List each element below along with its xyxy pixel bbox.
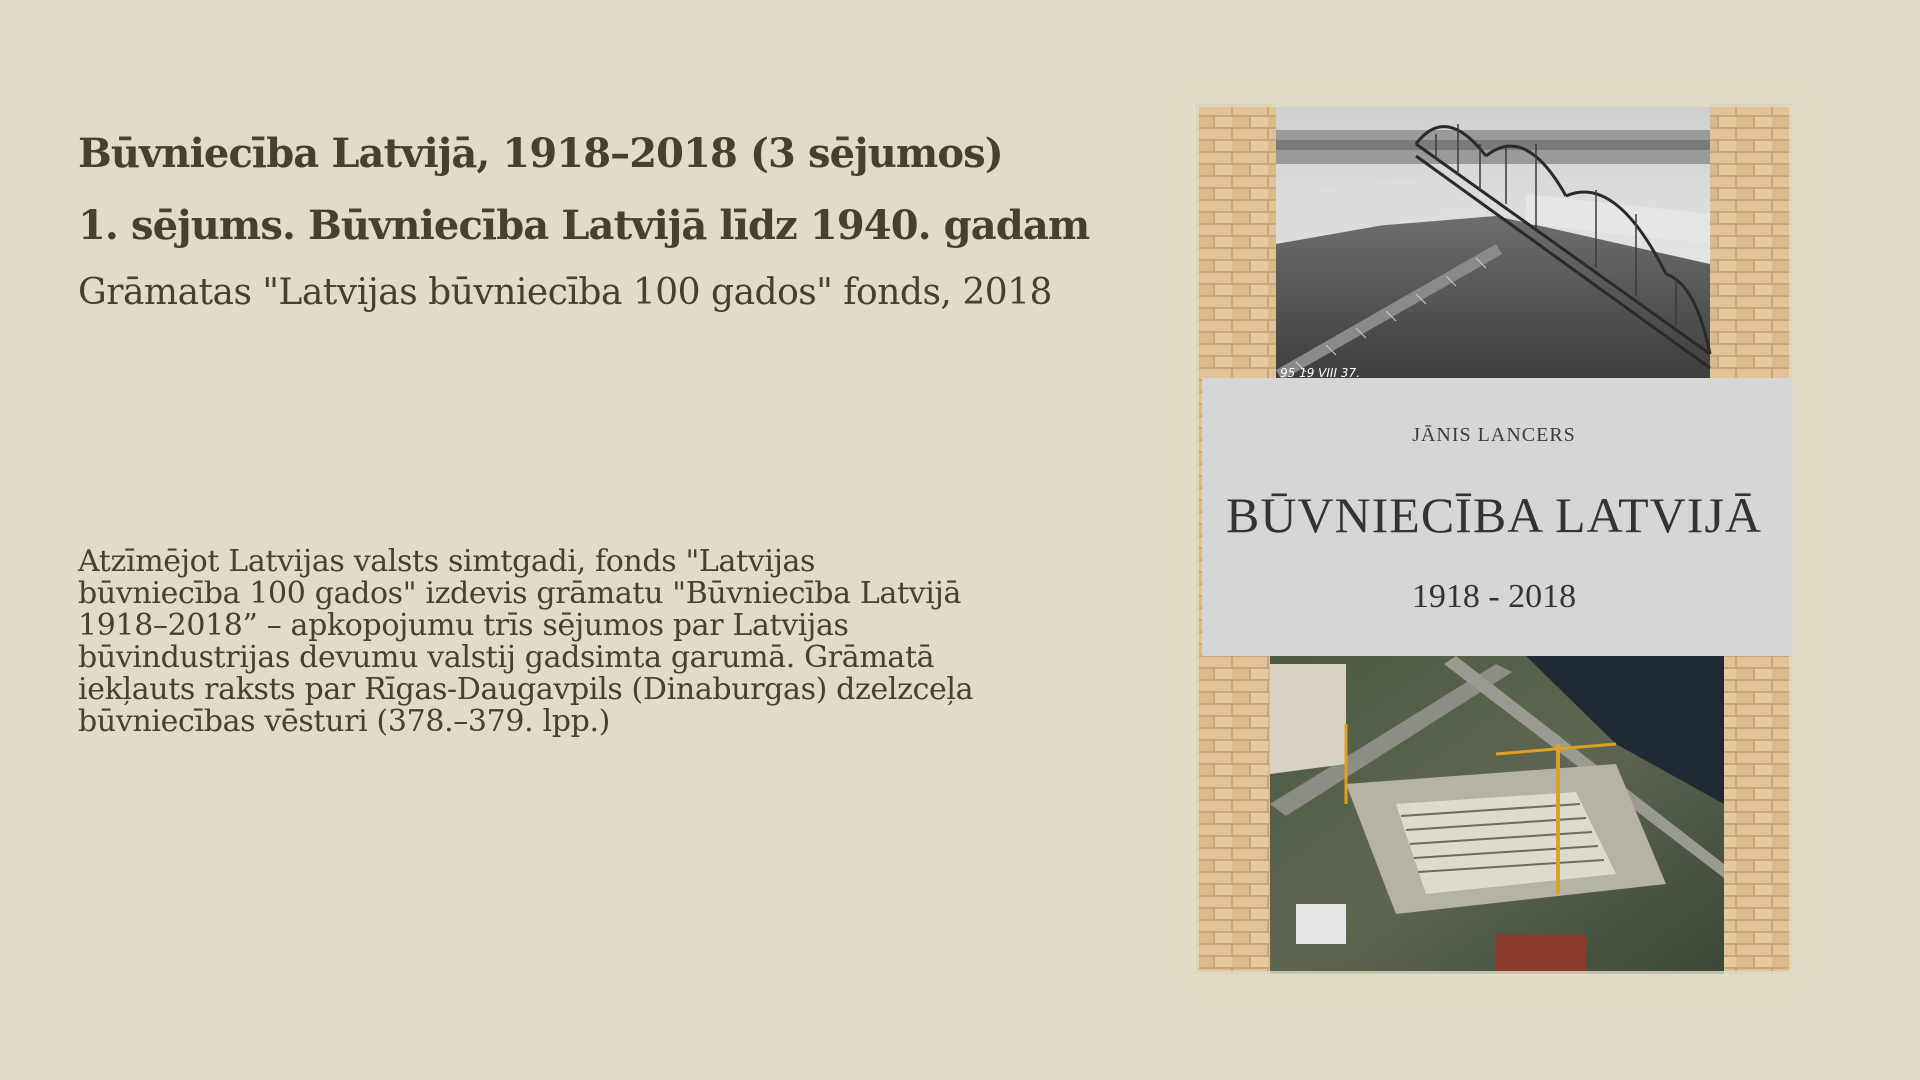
description-line: būvniecība 100 gados" izdevis grāmatu "Būvniecība Latvijā [78, 576, 962, 611]
description-line: būvindustrijas devumu valstij gadsimta garumā. Grāmatā [78, 640, 935, 675]
heading-block [78, 128, 1118, 316]
photo-date-stamp: 95 19 VIII 37. [1280, 366, 1360, 380]
description-line: 1918–2018” – apkopojumu trīs sējumos par Latvijas [78, 608, 849, 643]
publisher-line: Grāmatas "Latvijas būvniecība 100 gados" fonds, 2018 [78, 272, 1052, 313]
cover-years: 1918 - 2018 [1411, 578, 1577, 615]
cover-title: BŪVNIECĪBA LATVIJĀ [1225, 487, 1763, 543]
book-cover-image [1196, 104, 1792, 974]
cover-author: JĀNIS LANCERS [1412, 424, 1576, 446]
description-paragraph [78, 546, 1078, 738]
description-line: iekļauts raksts par Rīgas-Daugavpils (Dinaburgas) dzelzceļa [78, 672, 974, 707]
description-line: Atzīmējot Latvijas valsts simtgadi, fonds "Latvijas [78, 544, 816, 579]
historic-bridge-photo [1276, 104, 1710, 380]
description-line: būvniecības vēsturi (378.–379. lpp.) [78, 704, 610, 739]
volume-title: 1. sējums. Būvniecība Latvijā līdz 1940. gadam [78, 202, 1090, 249]
aerial-construction-photo [1270, 656, 1724, 974]
book-series-title: Būvniecība Latvijā, 1918–2018 (3 sējumos) [78, 130, 1003, 177]
